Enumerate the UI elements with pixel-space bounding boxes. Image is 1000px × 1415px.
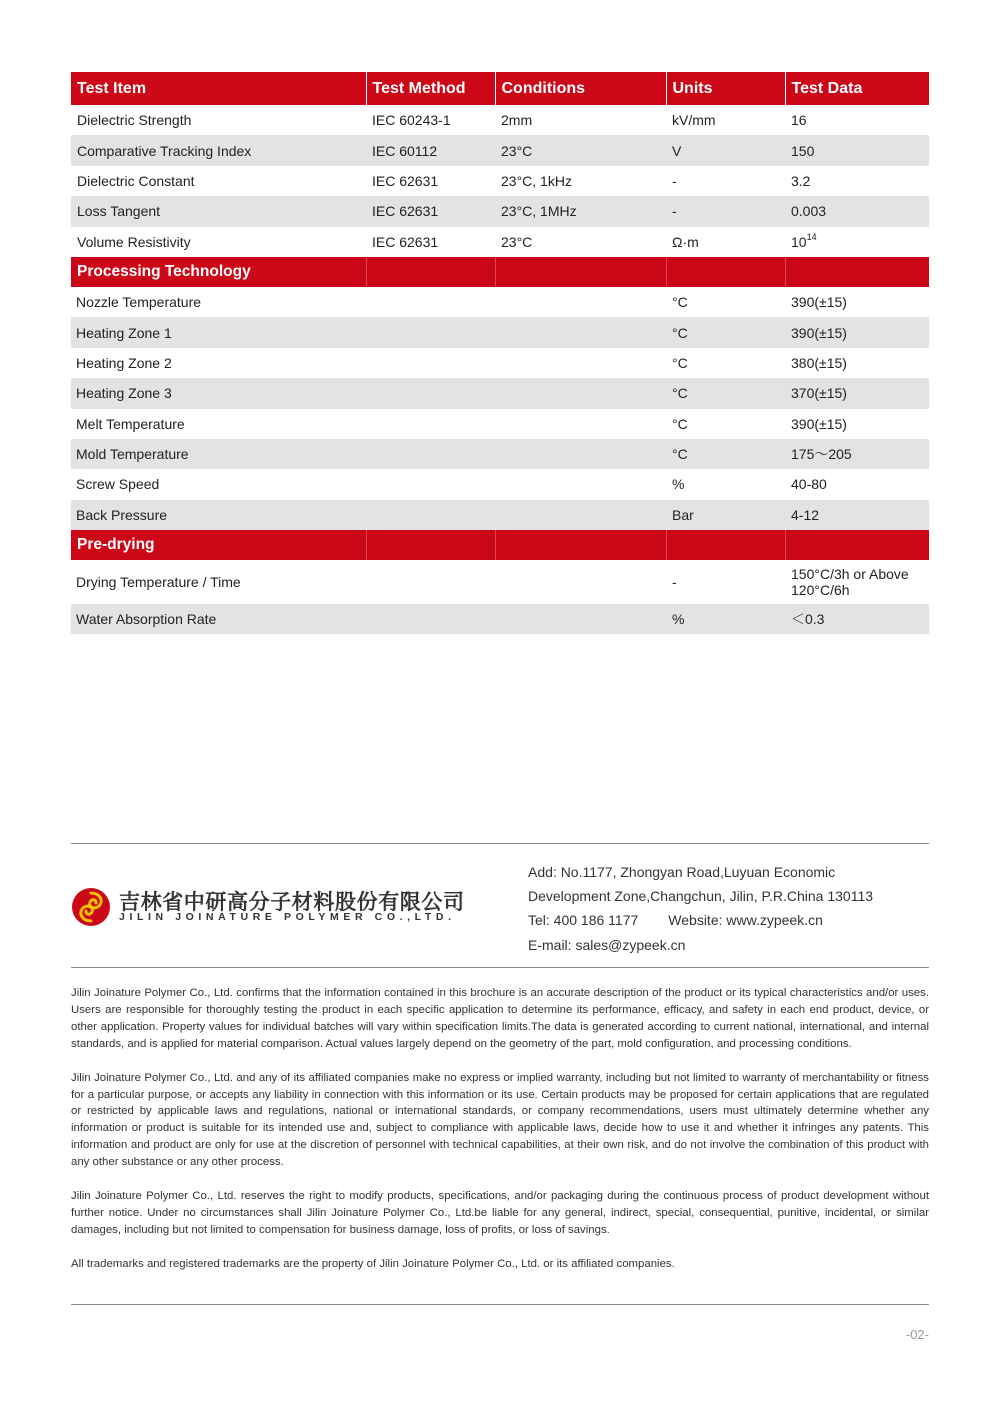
cell-item: Nozzle Temperature: [76, 294, 202, 311]
address-line-2: Development Zone,Changchun, Jilin, P.R.China 130113: [528, 888, 874, 905]
table-row: [71, 227, 929, 257]
cell-data: 390(±15): [785, 317, 929, 347]
table-row: [71, 348, 929, 378]
table-row: [71, 560, 929, 604]
cell-conditions: 23°C: [501, 233, 533, 250]
cell-item: Dielectric Constant: [77, 172, 195, 189]
cell-method: IEC 60112: [366, 135, 495, 165]
cell-units: °C: [666, 317, 785, 347]
cell-units: -: [672, 172, 677, 189]
cell-data: [785, 227, 929, 257]
cell-item: Dielectric Strength: [77, 112, 192, 129]
cell-item: Heating Zone 3: [71, 378, 366, 408]
tel: Tel: 400 186 1177: [528, 912, 639, 929]
table-header-row: [71, 72, 929, 105]
cell-data: 150: [785, 135, 929, 165]
company-name-cn: 吉林省中研高分子材料股份有限公司: [119, 891, 465, 914]
cell-conditions: 2mm: [501, 112, 533, 129]
cell-item: Drying Temperature / Time: [76, 574, 241, 591]
section-header-predrying: [71, 530, 929, 560]
footer-middle-rule: [71, 967, 929, 968]
header-test-method: Test Method: [366, 72, 495, 105]
table-row: [71, 469, 929, 499]
cell-units: °C: [672, 415, 688, 432]
disclaimer-paragraph: Jilin Joinature Polymer Co., Ltd. confirms that the information contained in this brochure is an accurate description of the product or its typical characteristics and/or uses. Users are responsible for thoroughly testing the product in each specific application to determine its performance, efficacy, and safety in each end product, device, or other application. Property values for individual batches will vary within specification limits.The data is generated according to current national, international, and internal standards, and is applied for material comparison. Actual values largely depend on the geometry of the part, mold configuration, and processing conditions.: [71, 987, 929, 1050]
cell-item: Loss Tangent: [71, 196, 366, 226]
cell-units: °C: [666, 378, 785, 408]
cell-item: Mold Temperature: [71, 439, 366, 469]
cell-units: V: [666, 135, 785, 165]
cell-data: 175～205: [785, 439, 929, 469]
address-line-1: Add: No.1177, Zhongyan Road,Luyuan Economic: [528, 864, 836, 880]
table-row: [71, 439, 929, 469]
cell-item: Screw Speed: [76, 476, 160, 493]
cell-item: Water Absorption Rate: [71, 604, 366, 634]
cell-data: ＜0.3: [785, 604, 929, 634]
properties-table: [71, 72, 929, 634]
cell-conditions: 23°C: [495, 135, 666, 165]
cell-data: 390(±15): [791, 294, 847, 311]
cell-units: °C: [672, 294, 688, 311]
cell-item: Volume Resistivity: [77, 233, 191, 250]
cell-units: Bar: [666, 500, 785, 530]
cell-data: 370(±15): [785, 378, 929, 408]
company-name-en: JILIN JOINATURE POLYMER CO.,LTD.: [119, 911, 456, 923]
table-row: [71, 196, 929, 226]
cell-item: Heating Zone 1: [71, 317, 366, 347]
footer-bottom-rule: [71, 1304, 929, 1305]
cell-method: IEC 62631: [372, 172, 439, 189]
section-title: Pre-drying: [71, 530, 366, 560]
header-units: Units: [666, 72, 785, 105]
cell-units: -: [672, 574, 677, 591]
header-test-item: Test Item: [71, 72, 366, 105]
cell-data: 16: [791, 112, 807, 129]
cell-units: kV/mm: [672, 112, 716, 129]
cell-data: [785, 560, 929, 604]
table-row: [71, 287, 929, 317]
table-row: [71, 378, 929, 408]
data-base: 10: [791, 233, 807, 250]
data-line-1: 150°C/3h or Above: [791, 566, 909, 583]
cell-item: Comparative Tracking Index: [71, 135, 366, 165]
data-exponent: 14: [806, 231, 817, 242]
data-line-2: 120°C/6h: [791, 582, 850, 599]
cell-method: IEC 60243-1: [372, 112, 451, 129]
cell-data: 3.2: [791, 172, 811, 189]
table-row: [71, 135, 929, 165]
cell-method: IEC 62631: [372, 233, 439, 250]
tel-website-line: [528, 908, 873, 932]
contact-block: [528, 860, 873, 957]
cell-units: %: [672, 476, 685, 493]
cell-conditions: 23°C, 1kHz: [501, 172, 572, 189]
table-row: [71, 409, 929, 439]
cell-item: Melt Temperature: [76, 415, 185, 432]
website-link[interactable]: Website: www.zypeek.cn: [668, 912, 823, 929]
disclaimer-paragraph: Jilin Joinature Polymer Co., Ltd. reserves the right to modify products, specifications, and/or packaging during the continuous process of product development without further notice. Under no circumstances shall Jilin Joinature Polymer Co., Ltd.be liable for any general, indirect, special, consequential, punitive, incidental, or similar damages, including but not limited to compensation for business damage, loss of profits, or loss of savings.: [71, 1190, 929, 1236]
section-title: Processing Technology: [71, 257, 366, 287]
table-row: [71, 317, 929, 347]
email-link[interactable]: E-mail: sales@zypeek.cn: [528, 936, 686, 953]
table-row: [71, 604, 929, 634]
cell-data: 0.003: [785, 196, 929, 226]
disclaimer-paragraph: All trademarks and registered trademarks are the property of Jilin Joinature Polymer Co., Ltd. or its affiliated companies.: [71, 1257, 675, 1270]
cell-data: 390(±15): [791, 415, 847, 432]
cell-units: Ω·m: [672, 233, 699, 250]
cell-item: Back Pressure: [71, 500, 366, 530]
cell-item: Heating Zone 2: [76, 354, 172, 371]
table-row: [71, 500, 929, 530]
cell-units: %: [666, 604, 785, 634]
footer-top-rule: [71, 843, 929, 844]
cell-data: 380(±15): [791, 354, 847, 371]
cell-conditions: 23°C, 1MHz: [495, 196, 666, 226]
disclaimer-paragraph: Jilin Joinature Polymer Co., Ltd. and any of its affiliated companies make no express or implied warranty, including but not limited to warranty of merchantability or fitness for a particular purpose, or accepts any liability in connection with this information or its use. Certain products may be proposed for certain applications that are regulated or restricted by applicable laws and regulations, national or international standards, or company recommendations, users must ultimately determine whether any information or product is suitable for its intended use and, subject to compliance with applicable laws, decide how to use it and whether it infringes any patents. This information and product are only for use at the discretion of personnel with technical capabilities, at their own risk, and do not involve the combination of this product with any other substance or any other process.: [71, 1071, 929, 1169]
header-test-data: Test Data: [785, 72, 929, 105]
section-header-processing: [71, 257, 929, 287]
logo-emblem-icon: [71, 887, 111, 927]
cell-data: 40-80: [791, 476, 827, 493]
cell-method: IEC 62631: [366, 196, 495, 226]
cell-data: 4-12: [785, 500, 929, 530]
cell-units: °C: [672, 354, 688, 371]
table-row: [71, 166, 929, 196]
header-conditions: Conditions: [495, 72, 666, 105]
disclaimer: [71, 985, 929, 1290]
cell-units: -: [666, 196, 785, 226]
cell-units: °C: [666, 439, 785, 469]
company-logo: [71, 886, 471, 928]
table-row: [71, 105, 929, 135]
page-number: -02-: [905, 1327, 929, 1342]
